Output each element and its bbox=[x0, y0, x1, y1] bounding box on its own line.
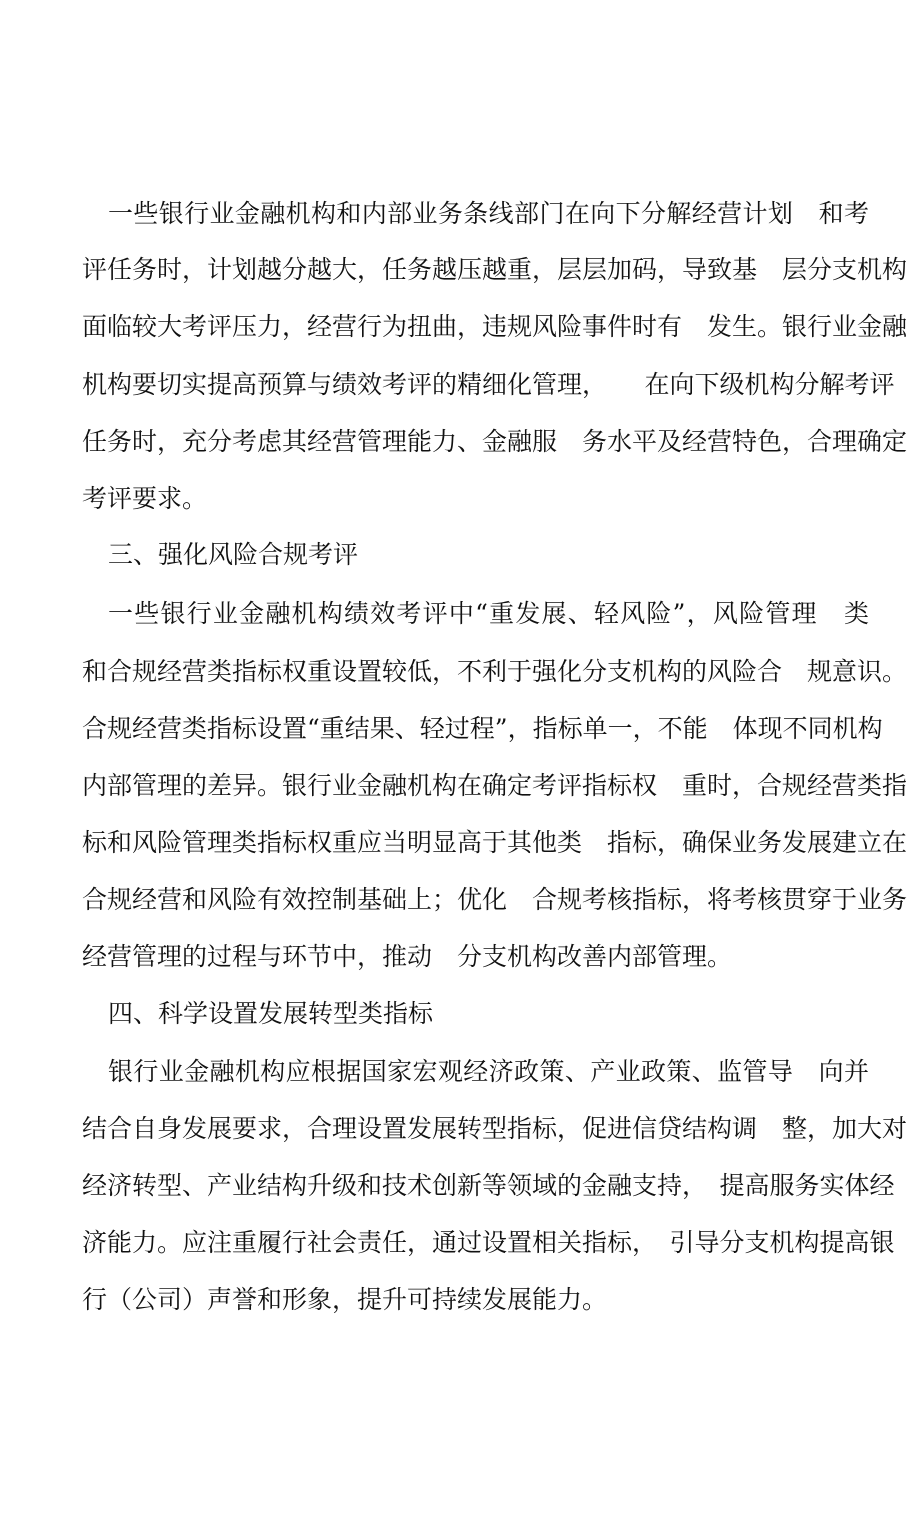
paragraph-1-line: 面临较大考评压力，经营行为扭曲，违规风险事件时有 发生。银行业金融 bbox=[82, 312, 908, 341]
paragraph-1-line: 一些银行业金融机构和内部业务条线部门在向下分解经营计划 和考 bbox=[108, 199, 869, 228]
paragraph-3-line: 结合自身发展要求，合理设置发展转型指标，促进信贷结构调 整，加大对 bbox=[82, 1114, 908, 1143]
section-heading-3: 三、强化风险合规考评 bbox=[108, 540, 359, 569]
section-heading-4: 四、科学设置发展转型类指标 bbox=[108, 999, 434, 1028]
paragraph-3-line: 行（公司）声誉和形象，提升可持续发展能力。 bbox=[82, 1285, 608, 1314]
paragraph-2-line: 经营管理的过程与环节中，推动 分支机构改善内部管理。 bbox=[82, 942, 733, 971]
paragraph-1-line: 机构要切实提高预算与绩效考评的精细化管理， 在向下级机构分解考评 bbox=[82, 370, 895, 399]
paragraph-2-line: 和合规经营类指标权重设置较低，不利于强化分支机构的风险合 规意识。 bbox=[82, 657, 908, 686]
paragraph-2-line: 合规经营类指标设置“重结果、轻过程”，指标单一，不能 体现不同机构 bbox=[82, 714, 883, 743]
paragraph-1-line: 评任务时，计划越分越大，任务越压越重，层层加码，导致基 层分支机构 bbox=[82, 255, 908, 284]
paragraph-3-line: 经济转型、产业结构升级和技术创新等领域的金融支持， 提高服务实体经 bbox=[82, 1171, 895, 1200]
paragraph-3-line: 银行业金融机构应根据国家宏观经济政策、产业政策、监管导 向并 bbox=[108, 1057, 869, 1086]
paragraph-2-line: 内部管理的差异。银行业金融机构在确定考评指标权 重时，合规经营类指 bbox=[82, 771, 908, 800]
paragraph-2-line: 一些银行业金融机构绩效考评中“重发展、轻风险”，风险管理 类 bbox=[108, 599, 869, 628]
paragraph-1-line: 考评要求。 bbox=[82, 484, 208, 513]
paragraph-2-line: 合规经营和风险有效控制基础上；优化 合规考核指标，将考核贯穿于业务 bbox=[82, 885, 908, 914]
paragraph-2-line: 标和风险管理类指标权重应当明显高于其他类 指标，确保业务发展建立在 bbox=[82, 828, 908, 857]
paragraph-1-line: 任务时，充分考虑其经营管理能力、金融服 务水平及经营特色，合理确定 bbox=[82, 427, 908, 456]
paragraph-3-line: 济能力。应注重履行社会责任，通过设置相关指标， 引导分支机构提高银 bbox=[82, 1228, 895, 1257]
